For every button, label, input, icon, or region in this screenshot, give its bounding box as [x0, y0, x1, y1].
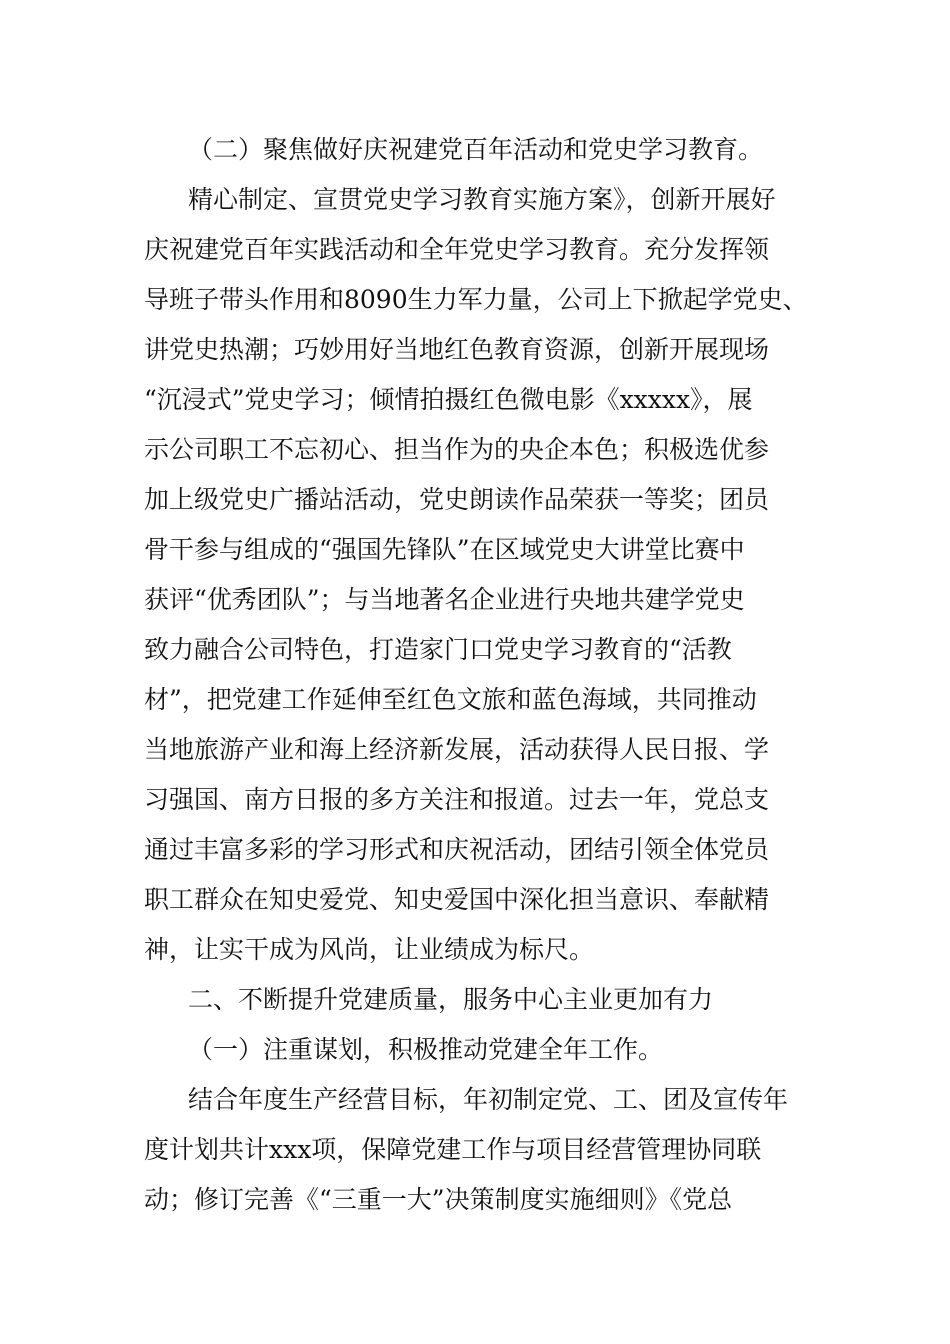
text-line: 材”，把党建工作延伸至红色文旅和蓝色海域，共同推动 — [144, 685, 757, 714]
text-line: 结合年度生产经营目标，年初制定党、工、团及宣传年 — [188, 1085, 789, 1114]
text-line: 职工群众在知史爱党、知史爱国中深化担当意识、奉献精 — [144, 885, 770, 914]
text-line: “沉浸式”党史学习；倾情拍摄红色微电影《xxxxx》，展 — [144, 385, 753, 414]
text-line: （一）注重谋划，积极推动党建全年工作。 — [188, 1035, 664, 1064]
text-line: 示公司职工不忘初心、担当作为的央企本色；积极选优参 — [144, 435, 770, 464]
text-line: 习强国、南方日报的多方关注和报道。过去一年，党总支 — [144, 785, 770, 814]
text-line: 导班子带头作用和8090生力军力量，公司上下掀起学党史、 — [144, 285, 808, 314]
text-line: 神，让实干成为风尚，让业绩成为标尺。 — [144, 935, 595, 964]
text-line: 加上级党史广播站活动，党史朗读作品荣获一等奖；团员 — [144, 485, 770, 514]
text-line: 度计划共计xxx项，保障党建工作与项目经营管理协同联 — [144, 1135, 762, 1164]
text-line: 致力融合公司特色，打造家门口党史学习教育的“活教 — [144, 635, 732, 664]
text-line: 通过丰富多彩的学习形式和庆祝活动，团结引领全体党员 — [144, 835, 770, 864]
text-line: 庆祝建党百年实践活动和全年党史学习教育。充分发挥领 — [144, 235, 770, 264]
text-line: 精心制定、宣贯党史学习教育实施方案》，创新开展好 — [188, 185, 776, 214]
text-line: （二）聚焦做好庆祝建党百年活动和党史学习教育。 — [188, 135, 764, 164]
text-line: 当地旅游产业和海上经济新发展，活动获得人民日报、学 — [144, 735, 770, 764]
text-line: 获评“优秀团队”；与当地著名企业进行央地共建学党史 — [144, 585, 745, 614]
text-line: 二、不断提升党建质量，服务中心主业更加有力 — [188, 985, 714, 1014]
text-line: 动；修订完善《“三重一大”决策制度实施细则》《党总 — [144, 1185, 733, 1214]
document-body — [144, 125, 834, 1225]
text-line: 骨干参与组成的“强国先锋队”在区域党史大讲堂比赛中 — [144, 535, 745, 564]
text-line: 讲党史热潮；巧妙用好当地红色教育资源，创新开展现场 — [144, 335, 770, 364]
